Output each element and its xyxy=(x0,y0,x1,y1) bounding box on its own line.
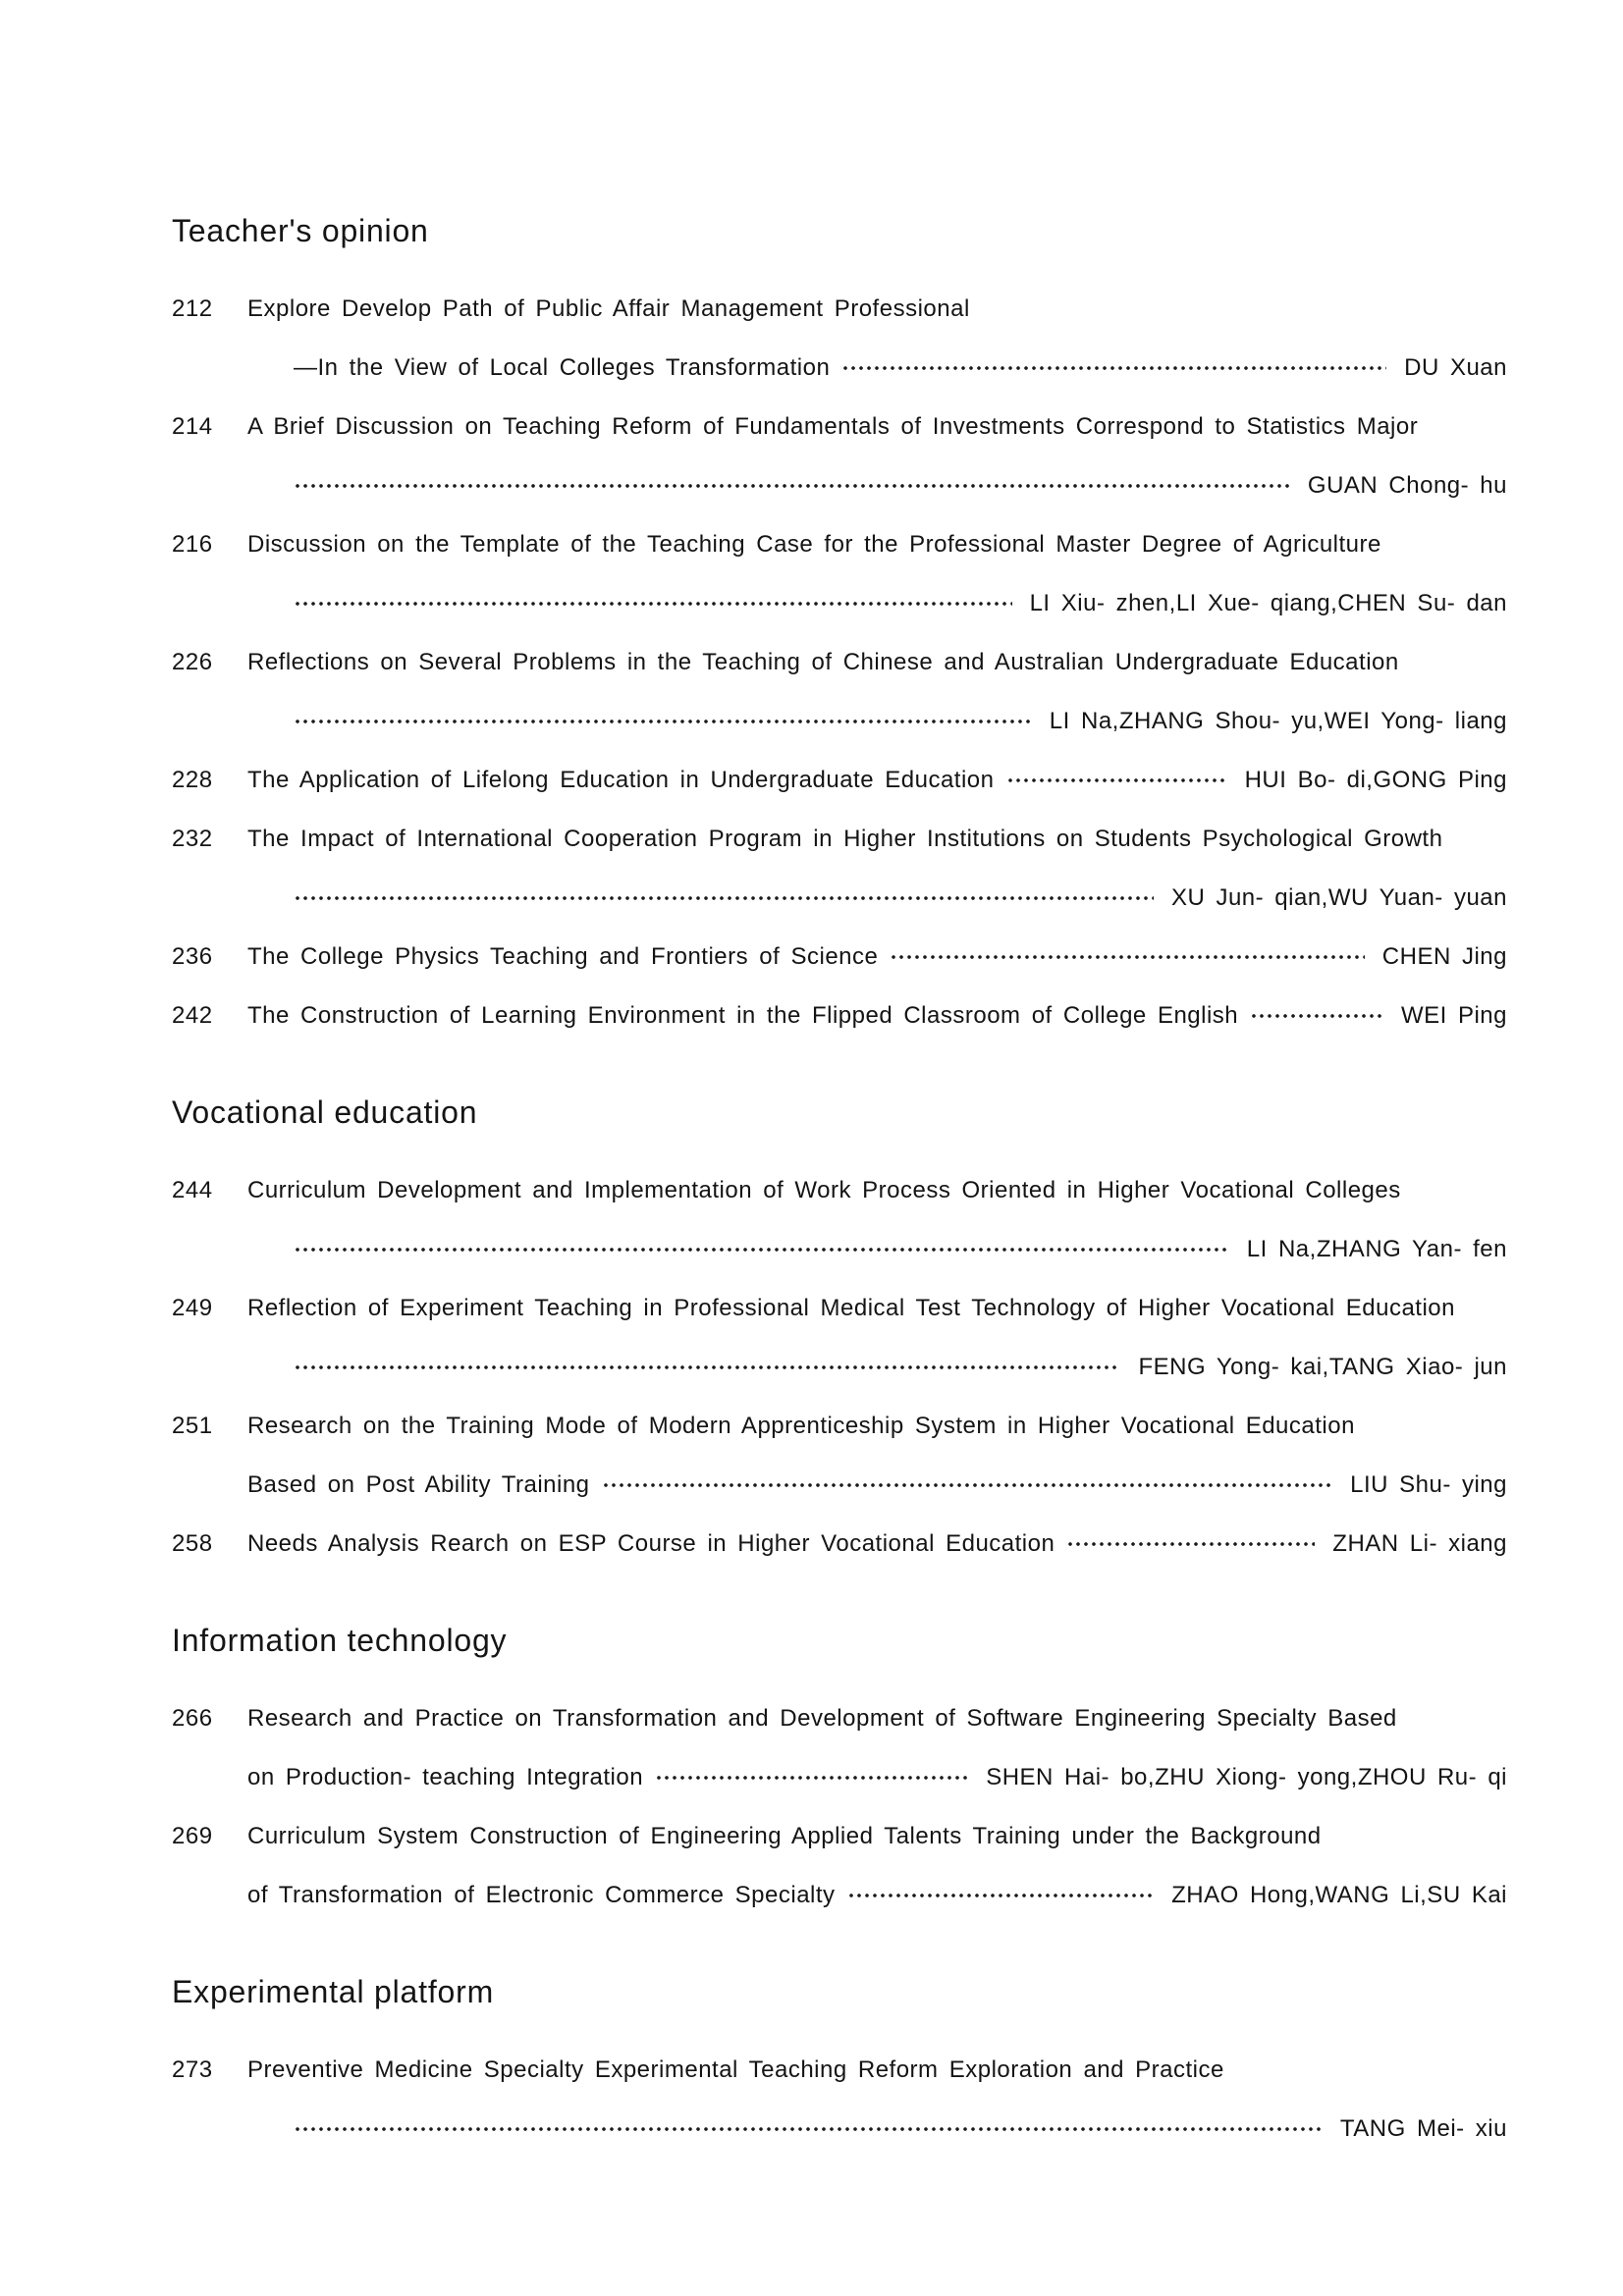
entry-authors: SHEN Hai- bo,ZHU Xiong- yong,ZHOU Ru- qi xyxy=(986,1764,1507,1790)
entry-page-number: 269 xyxy=(172,1823,213,1849)
entry-authors: DU Xuan xyxy=(1404,354,1507,381)
entry-title-text: The Application of Lifelong Education in Undergraduate Education xyxy=(247,767,995,793)
toc-entry-line xyxy=(172,1456,1507,1515)
toc-entry-line xyxy=(172,987,1507,1045)
entry-title-text: Needs Analysis Rearch on ESP Course in Higher Vocational Education xyxy=(247,1530,1055,1557)
toc-section xyxy=(172,1093,1507,1574)
entry-page-number xyxy=(172,1866,247,1925)
dot-leader xyxy=(294,456,1290,515)
entry-title-text: The Construction of Learning Environment in the Flipped Classroom of College English xyxy=(247,1002,1239,1029)
entry-title-text: Curriculum System Construction of Engineering Applied Talents Training under the Background xyxy=(247,1823,1322,1849)
toc-entry-line xyxy=(172,1515,1507,1574)
toc-entry-line xyxy=(172,339,1507,398)
toc-entry-line xyxy=(172,2100,1507,2159)
toc-entry-line xyxy=(172,1807,1507,1866)
dot-leader xyxy=(841,339,1386,398)
toc-entry-line xyxy=(172,456,1507,515)
dot-leader xyxy=(847,1866,1155,1925)
toc-entry-line xyxy=(172,1397,1507,1456)
entry-authors: ZHAN Li- xiang xyxy=(1332,1530,1507,1557)
entry-title-text: Explore Develop Path of Public Affair Management Professional xyxy=(247,295,970,322)
entry-title-text: on Production- teaching Integration xyxy=(247,1764,644,1790)
entry-title-text: of Transformation of Electronic Commerce Specialty xyxy=(247,1882,836,1908)
entry-authors: LI Xiu- zhen,LI Xue- qiang,CHEN Su- dan xyxy=(1029,590,1507,616)
entry-page-number: 242 xyxy=(172,1002,213,1029)
toc-content xyxy=(172,211,1507,2159)
dot-leader xyxy=(294,692,1032,751)
entry-page-number xyxy=(172,339,294,398)
toc-entry-line xyxy=(172,810,1507,869)
entry-page-number: 228 xyxy=(172,767,213,793)
entry-page-number: 212 xyxy=(172,295,213,322)
section-rows xyxy=(172,1689,1507,1925)
entry-authors: FENG Yong- kai,TANG Xiao- jun xyxy=(1138,1354,1507,1380)
entry-page-number xyxy=(172,574,294,633)
entry-page-number: 258 xyxy=(172,1530,213,1557)
toc-entry-line xyxy=(172,692,1507,751)
dot-leader xyxy=(1250,987,1383,1045)
entry-page-number xyxy=(172,1748,247,1807)
entry-page-number xyxy=(172,692,294,751)
entry-page-number xyxy=(172,1338,294,1397)
entry-authors: ZHAO Hong,WANG Li,SU Kai xyxy=(1171,1882,1507,1908)
entry-page-number: 266 xyxy=(172,1705,213,1732)
dot-leader xyxy=(294,869,1154,928)
entry-title-text: Preventive Medicine Specialty Experimental Teaching Reform Exploration and Practice xyxy=(247,2056,1224,2083)
entry-authors: GUAN Chong- hu xyxy=(1307,472,1507,499)
toc-entry-line xyxy=(172,1866,1507,1925)
toc-entry-line xyxy=(172,574,1507,633)
toc-entry-line xyxy=(172,280,1507,339)
toc-section xyxy=(172,1972,1507,2159)
dot-leader xyxy=(294,1220,1229,1279)
toc-entry-line xyxy=(172,1161,1507,1220)
toc-entry-line xyxy=(172,1748,1507,1807)
toc-entry-line xyxy=(172,928,1507,987)
entry-page-number xyxy=(172,869,294,928)
entry-title-text: —In the View of Local Colleges Transformation xyxy=(294,354,831,381)
entry-page-number: 244 xyxy=(172,1177,213,1203)
toc-entry-line xyxy=(172,869,1507,928)
entry-title-text: Research on the Training Mode of Modern Apprenticeship System in Higher Vocational Education xyxy=(247,1413,1355,1439)
toc-entry-line xyxy=(172,2041,1507,2100)
entry-authors: LIU Shu- ying xyxy=(1350,1471,1507,1498)
toc-entry-line xyxy=(172,1279,1507,1338)
dot-leader xyxy=(890,928,1364,987)
entry-page-number xyxy=(172,1220,294,1279)
dot-leader xyxy=(294,1338,1120,1397)
entry-authors: LI Na,ZHANG Yan- fen xyxy=(1246,1236,1507,1262)
toc-entry-line xyxy=(172,398,1507,456)
dot-leader xyxy=(655,1748,968,1807)
entry-page-number: 236 xyxy=(172,943,213,970)
entry-page-number: 251 xyxy=(172,1413,213,1439)
entry-authors: TANG Mei- xiu xyxy=(1339,2115,1507,2142)
entry-page-number: 214 xyxy=(172,413,213,440)
toc-section xyxy=(172,1621,1507,1925)
toc-entry-line xyxy=(172,751,1507,810)
section-heading: Teacher's opinion xyxy=(172,213,429,248)
entry-page-number xyxy=(172,2100,294,2159)
entry-title-text: Based on Post Ability Training xyxy=(247,1471,590,1498)
entry-title-text: Curriculum Development and Implementation of Work Process Oriented in Higher Vocational Colleges xyxy=(247,1177,1401,1203)
entry-page-number: 216 xyxy=(172,531,213,558)
section-heading: Experimental platform xyxy=(172,1974,495,2009)
entry-title-text: Discussion on the Template of the Teaching Case for the Professional Master Degree of Agriculture xyxy=(247,531,1381,558)
toc-entry-line xyxy=(172,1338,1507,1397)
entry-title-text: The College Physics Teaching and Frontiers of Science xyxy=(247,943,879,970)
dot-leader xyxy=(294,574,1012,633)
entry-title-text: Reflection of Experiment Teaching in Professional Medical Test Technology of Higher Vocational Education xyxy=(247,1295,1456,1321)
toc-entry-line xyxy=(172,1689,1507,1748)
section-heading: Information technology xyxy=(172,1623,508,1658)
entry-title-text: A Brief Discussion on Teaching Reform of Fundamentals of Investments Correspond to Statistics Major xyxy=(247,413,1419,440)
entry-page-number: 273 xyxy=(172,2056,213,2083)
dot-leader xyxy=(1066,1515,1315,1574)
dot-leader xyxy=(602,1456,1333,1515)
entry-page-number: 226 xyxy=(172,649,213,675)
dot-leader xyxy=(294,2100,1323,2159)
toc-section xyxy=(172,211,1507,1045)
dot-leader xyxy=(1006,751,1227,810)
toc-entry-line xyxy=(172,633,1507,692)
entry-authors: WEI Ping xyxy=(1400,1002,1507,1029)
entry-authors: CHEN Jing xyxy=(1381,943,1507,970)
section-heading: Vocational education xyxy=(172,1095,478,1130)
entry-title-text: The Impact of International Cooperation Program in Higher Institutions on Students Psychological Growth xyxy=(247,826,1443,852)
entry-title-text: Research and Practice on Transformation and Development of Software Engineering Specialty Based xyxy=(247,1705,1397,1732)
section-rows xyxy=(172,1161,1507,1574)
entry-authors: HUI Bo- di,GONG Ping xyxy=(1244,767,1507,793)
entry-page-number: 249 xyxy=(172,1295,213,1321)
entry-authors: LI Na,ZHANG Shou- yu,WEI Yong- liang xyxy=(1049,708,1507,734)
toc-entry-line xyxy=(172,515,1507,574)
entry-authors: XU Jun- qian,WU Yuan- yuan xyxy=(1170,884,1507,911)
entry-page-number: 232 xyxy=(172,826,213,852)
entry-page-number xyxy=(172,1456,247,1515)
section-rows xyxy=(172,2041,1507,2159)
toc-entry-line xyxy=(172,1220,1507,1279)
entry-page-number xyxy=(172,456,294,515)
section-rows xyxy=(172,280,1507,1045)
entry-title-text: Reflections on Several Problems in the Teaching of Chinese and Australian Undergraduate Education xyxy=(247,649,1399,675)
